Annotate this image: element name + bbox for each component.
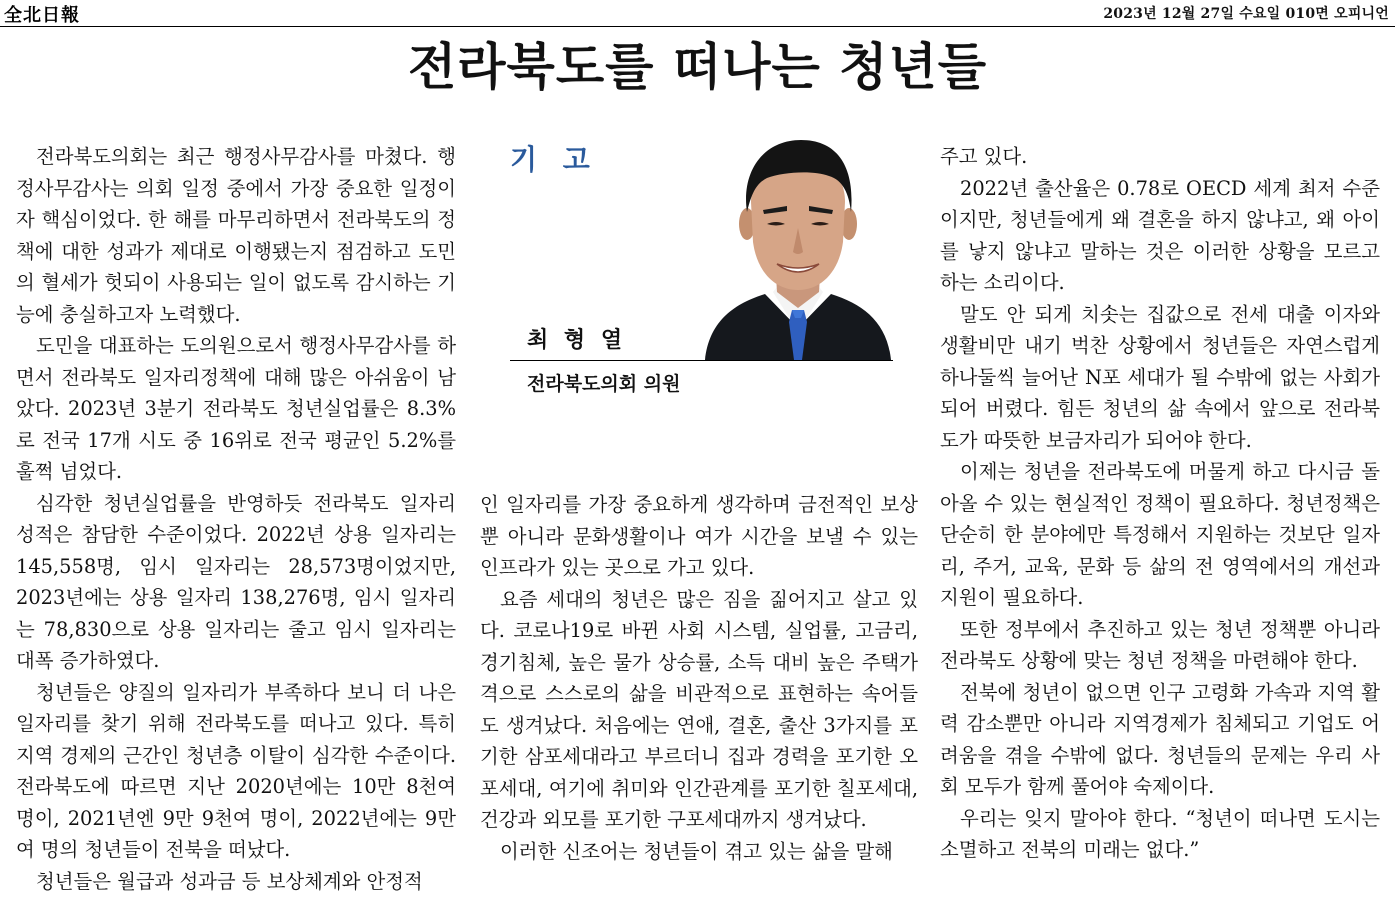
dateline: 2023년 12월 27일 수요일 010면 오피니언 (1103, 6, 1389, 22)
paragraph: 도민을 대표하는 도의원으로서 행정사무감사를 하면서 전라북도 일자리정책에 대해 많은 아쉬움이 남았다. 2023년 3분기 전라북도 청년실업률은 8.3%로 전국 17개 시도 중 16위로 전국 평균인 5.2%를 훌쩍 넘었다. (16, 334, 456, 483)
headline: 전라북도를 떠나는 청년들 (407, 38, 988, 96)
body-column-2 (480, 489, 918, 867)
paragraph: 심각한 청년실업률을 반영하듯 전라북도 일자리 성적은 참담한 수준이었다. 2022년 상용 일자리는 145,558명, 임시 일자리는 28,573명이었지만, 2023년에는 상용 일자리 138,276명, 임시 일자리는 78,830으로 상용 일자리는 줄고 임시 일자리는 대폭 증가하였다. (16, 491, 456, 672)
top-rule (0, 26, 1395, 27)
paragraph: 2022년 출산율은 0.78로 OECD 세계 최저 수준이지만, 청년들에게 왜 결혼을 하지 않냐고, 왜 아이를 낳지 않냐고 말하는 것은 이러한 상황을 모르고 하는 소리이다. (940, 176, 1380, 294)
body-column-1 (16, 141, 456, 897)
author-photo (703, 132, 893, 360)
author-name: 최 형 열 (527, 328, 627, 353)
paragraph: 청년들은 월급과 성과금 등 보상체계와 안정적 (36, 869, 423, 893)
paragraph: 인 일자리를 가장 중요하게 생각하며 금전적인 보상뿐 아니라 문화생활이나 여가 시간을 보낼 수 있는 인프라가 있는 곳으로 가고 있다. (480, 493, 918, 579)
byline-rule (510, 360, 893, 361)
body-column-3 (940, 141, 1380, 866)
author-title: 전라북도의회 의원 (527, 373, 681, 395)
paragraph: 우리는 잊지 말아야 한다. “청년이 떠나면 도시는 소멸하고 전북의 미래는 없다.” (940, 806, 1380, 861)
paragraph: 요즘 세대의 청년은 많은 짐을 짊어지고 살고 있다. 코로나19로 바뀐 사회 시스템, 실업률, 고금리, 경기침체, 높은 물가 상승률, 소득 대비 높은 주택가격으로 스스로의 삶을 비관적으로 표현하는 속어들도 생겨났다. 처음에는 연애, 결혼, 출산 3가지를 포기한 삼포세대라고 부르더니 집과 경력을 포기한 오포세대, 여기에 취미와 인간관계를 포기한 칠포세대, 건강과 외모를 포기한 구포세대까지 생겨났다. (480, 587, 918, 831)
newspaper-logo: 全北日報 (4, 5, 80, 26)
paragraph: 이제는 청년을 전라북도에 머물게 하고 다시금 돌아올 수 있는 현실적인 정책이 필요하다. 청년정책은 단순히 한 분야에만 특정해서 지원하는 것보단 일자리, 주거, 교육, 문화 등 삶의 전 영역에서의 개선과 지원이 필요하다. (940, 460, 1380, 609)
paragraph: 주고 있다. (940, 145, 1028, 168)
paragraph: 청년들은 양질의 일자리가 부족하다 보니 더 나은 일자리를 찾기 위해 전라북도를 떠나고 있다. 특히 지역 경제의 근간인 청년층 이탈이 심각한 수준이다. 전라북도에 따르면 지난 2020년에는 10만 8천여 명이, 2021년엔 9만 9천여 명이, 2022년에는 9만여 명의 청년들이 전북을 떠났다. (16, 680, 456, 861)
paragraph: 이러한 신조어는 청년들이 겪고 있는 삶을 말해 (500, 839, 893, 863)
column-label: 기 고 (510, 143, 598, 176)
masthead (0, 0, 1395, 26)
paragraph: 또한 정부에서 추진하고 있는 청년 정책뿐 아니라 전라북도 상황에 맞는 청년 정책을 마련해야 한다. (940, 617, 1380, 672)
paragraph: 전라북도의회는 최근 행정사무감사를 마쳤다. 행정사무감사는 의회 일정 중에서 가장 중요한 일정이자 핵심이었다. 한 해를 마무리하면서 전라북도의 정책에 대한 성과가 제대로 이행됐는지 점검하고 도민의 혈세가 헛되이 사용되는 일이 없도록 감시하는 기능에 충실하고자 노력했다. (16, 145, 456, 326)
paragraph: 전북에 청년이 없으면 인구 고령화 가속과 지역 활력 감소뿐만 아니라 지역경제가 침체되고 기업도 어려움을 겪을 수밖에 없다. 청년들의 문제는 우리 사회 모두가 함께 풀어야 숙제이다. (940, 680, 1380, 798)
paragraph: 말도 안 되게 치솟는 집값으로 전세 대출 이자와 생활비만 내기 벅찬 상황에서 청년들은 자연스럽게 하나둘씩 늘어난 N포 세대가 될 수밖에 없는 사회가 되어 버렸다. 힘든 청년의 삶 속에서 앞으로 전라북도가 따뜻한 보금자리가 되어야 한다. (940, 302, 1380, 452)
